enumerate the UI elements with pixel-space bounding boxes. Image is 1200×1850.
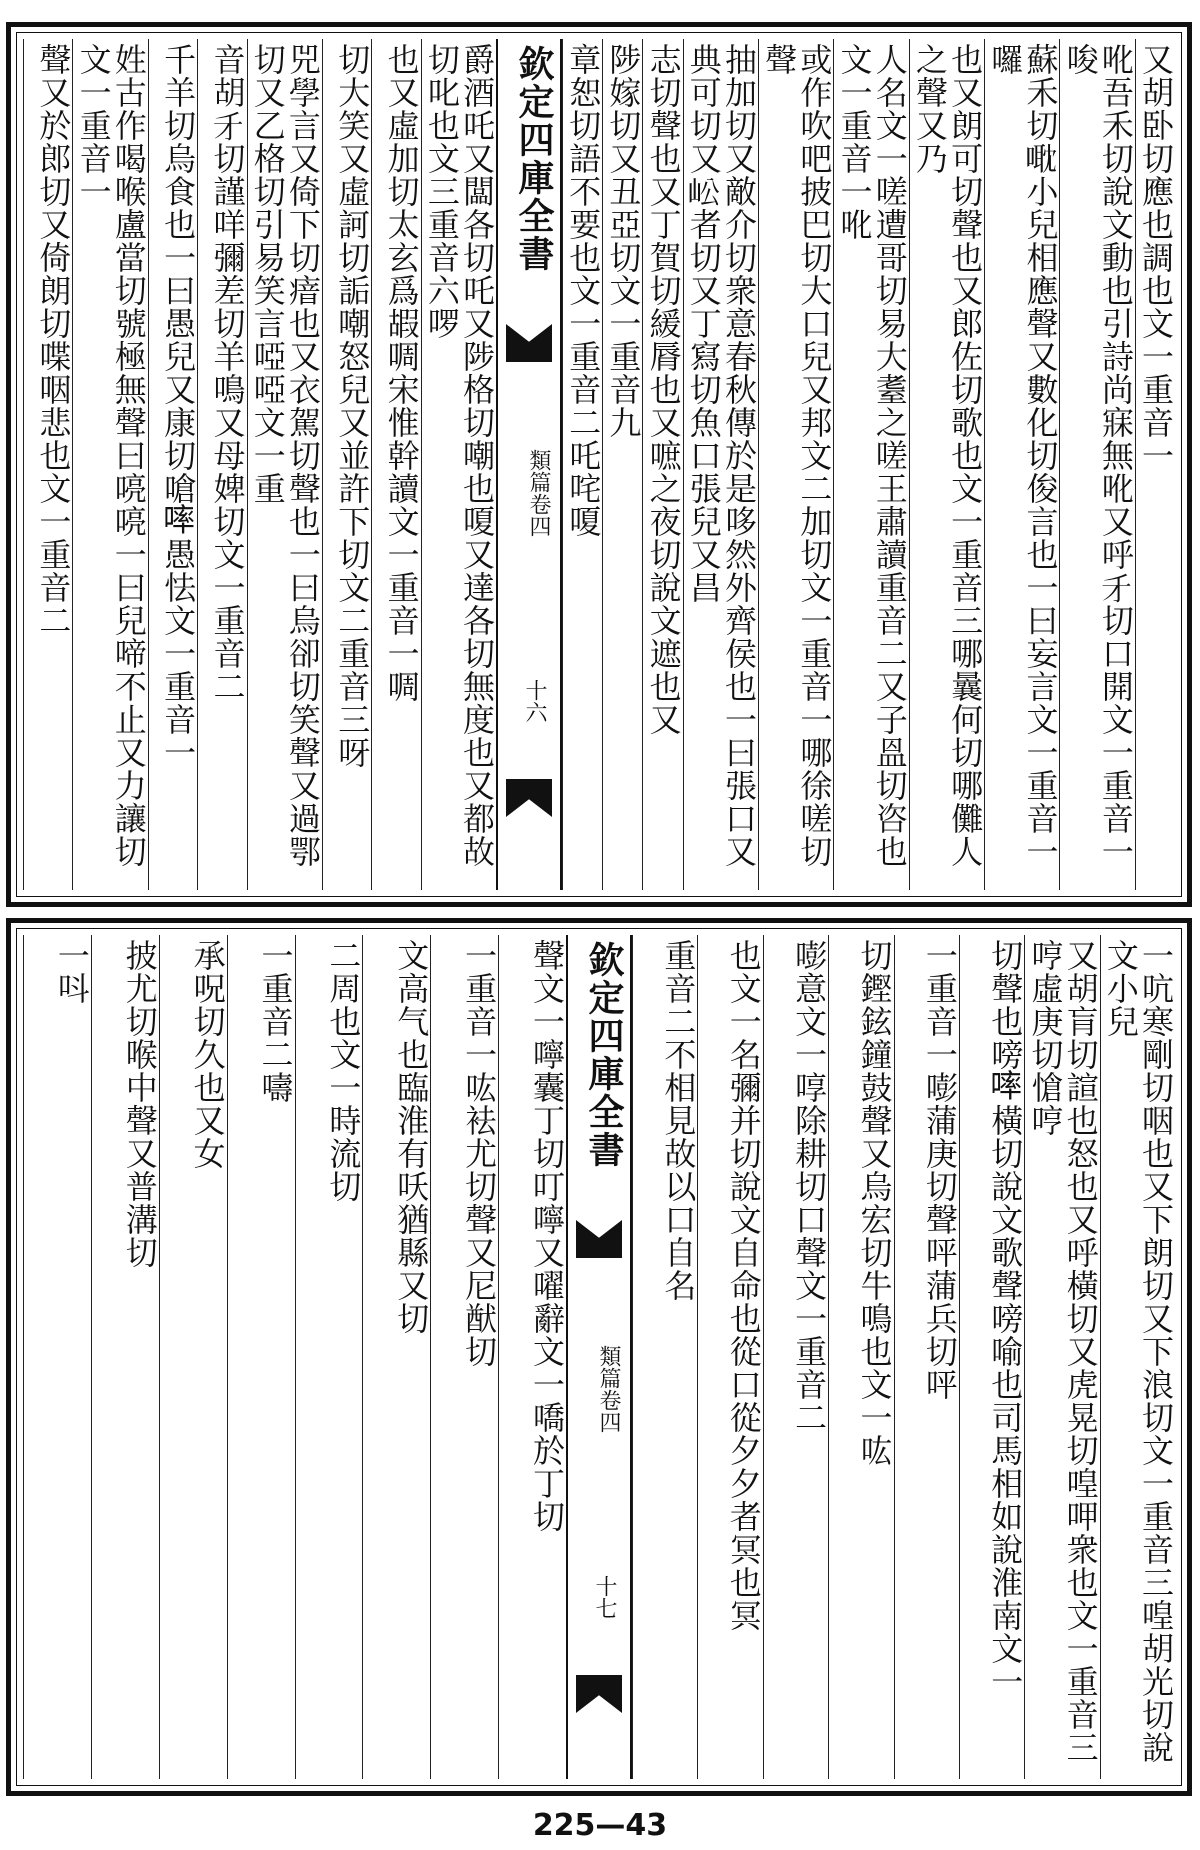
text-column: 聲文一嚀囊丁切叮嚀又嚁辭文一嘺於丁切 xyxy=(498,935,566,1779)
fishtail-mark-icon xyxy=(576,1675,622,1713)
text-column: 二周也文一時流切 xyxy=(295,935,363,1779)
volume-label: 類篇卷四 xyxy=(596,1345,621,1433)
bottom-right-columns xyxy=(632,935,1175,1779)
text-column: 切大笑又虛訶切詬嘲怒兒又並許下切文二重音三呀 xyxy=(322,39,371,890)
top-left-columns xyxy=(23,39,496,890)
top-right-columns xyxy=(562,39,1175,890)
text-column: 一重音二嚋 xyxy=(227,935,295,1779)
bottom-page-panel xyxy=(6,918,1192,1796)
text-column: 兕學言又倚下切瘖也又衣駕切聲也一曰烏卻切笑聲又過鄂切又乙格切引易笑言啞啞文一重 xyxy=(247,39,322,890)
text-column: 人名文一嗟遭哥切易大耋之嗟王肅讀重音二又子𥁕切咨也文一重音一吪 xyxy=(833,39,908,890)
text-column: 文高气也臨淮有㕭猶縣又切 xyxy=(362,935,430,1779)
text-column: 蘇禾切𠹆小兒相應聲又數化切俊言也一曰妄言文一重音一囉 xyxy=(984,39,1059,890)
page-number: 225—43 xyxy=(532,1808,668,1843)
text-column: 或作吹吧披巴切大口兒又邦文二加切文一重音一哪徐嗟切聲 xyxy=(758,39,833,890)
text-column: 志切聲也又丁賀切緩脣也又嗻之夜切說文遮也又 xyxy=(642,39,682,890)
center-banner-strip xyxy=(566,935,632,1779)
text-column: 承呪切久也又女 xyxy=(159,935,227,1779)
bottom-column-area xyxy=(23,935,1175,1779)
folio-number: 十六 xyxy=(522,679,547,723)
text-column: 一吭寒剛切咽也又下朗切又下浪切文一重音三喤胡光切說文小兒 xyxy=(1100,935,1175,1779)
top-column-area xyxy=(23,39,1175,890)
text-column: 切聲也嗙𠻜橫切說文歌聲嗙喻也司馬相如說淮南文一 xyxy=(959,935,1024,1779)
top-page-panel xyxy=(6,22,1192,907)
text-column: 章恕切語不要也文一重音二吒咤嗄 xyxy=(562,39,602,890)
fishtail-mark-icon xyxy=(506,779,552,817)
text-column: 切鏗鉉鐘鼓聲又烏宏切牛鳴也文一吰 xyxy=(828,935,893,1779)
volume-label: 類篇卷四 xyxy=(526,449,551,537)
text-column: 一呌 xyxy=(23,935,91,1779)
text-column: 又胡肓切諠也怒也又呼橫切又虎晃切喤呷衆也文一重音三哼虛庚切愴哼 xyxy=(1024,935,1099,1779)
text-column: 陟嫁切又丑亞切文一重音九 xyxy=(602,39,642,890)
text-column: 吪吾禾切說文動也引詩尚寐無吪又呼𠄒切口開文一重音一唆 xyxy=(1059,39,1134,890)
text-column: 也文一名彌并切說文自命也從口從夕夕者冥也冥 xyxy=(697,935,762,1779)
text-column: 千羊切烏食也一曰愚兒又康切嗆𠻜愚怯文一重音一 xyxy=(148,39,197,890)
center-banner-strip xyxy=(496,39,562,890)
text-column: 一重音一嘭蒲庚切聲呯蒲兵切呯 xyxy=(894,935,959,1779)
text-column: 也又朗可切聲也又郎佐切歌也文一重音三哪曩何切哪儺人之聲又乃 xyxy=(909,39,984,890)
text-column: 也又虛加切太玄爲嘏啁宋惟幹讀文一重音一啁 xyxy=(371,39,420,890)
text-column: 爵酒吒又闆各切吒又陟格切嘲也嗄又達各切無度也又都故切叱也文三重音六啰 xyxy=(421,39,496,890)
text-column: 嘭意文一啍除耕切口聲文一重音二 xyxy=(763,935,828,1779)
banner-title: 欽定四庫全書 xyxy=(513,45,555,273)
text-column: 重音二不相見故以口自名 xyxy=(632,935,697,1779)
text-column: 一重音一吰袪尤切聲又尼猷切 xyxy=(430,935,498,1779)
text-column: 披尤切喉中聲又普溝切 xyxy=(91,935,159,1779)
text-column: 聲又於郎切又倚朗切喋咽悲也文一重音二 xyxy=(23,39,72,890)
banner-title: 欽定四庫全書 xyxy=(583,941,625,1169)
text-column: 音胡𠄒切謹咩彌差切羊鳴又母婢切文一重音二 xyxy=(197,39,246,890)
folio-number: 十七 xyxy=(592,1575,617,1619)
bottom-left-columns xyxy=(23,935,566,1779)
text-column: 又胡卧切應也調也文一重音一 xyxy=(1135,39,1175,890)
fishtail-mark-icon xyxy=(576,1220,622,1258)
text-column: 抽加切又敵介切衆意春秋傳於是哆然外齊侯也一曰張口又典可切又𡵴者切又丁寫切魚口張兒又昌 xyxy=(683,39,758,890)
text-column: 姓古作喝喉盧當切號極無聲曰喨喨一曰兒啼不止又力讓切文一重音一 xyxy=(72,39,147,890)
fishtail-mark-icon xyxy=(506,324,552,362)
